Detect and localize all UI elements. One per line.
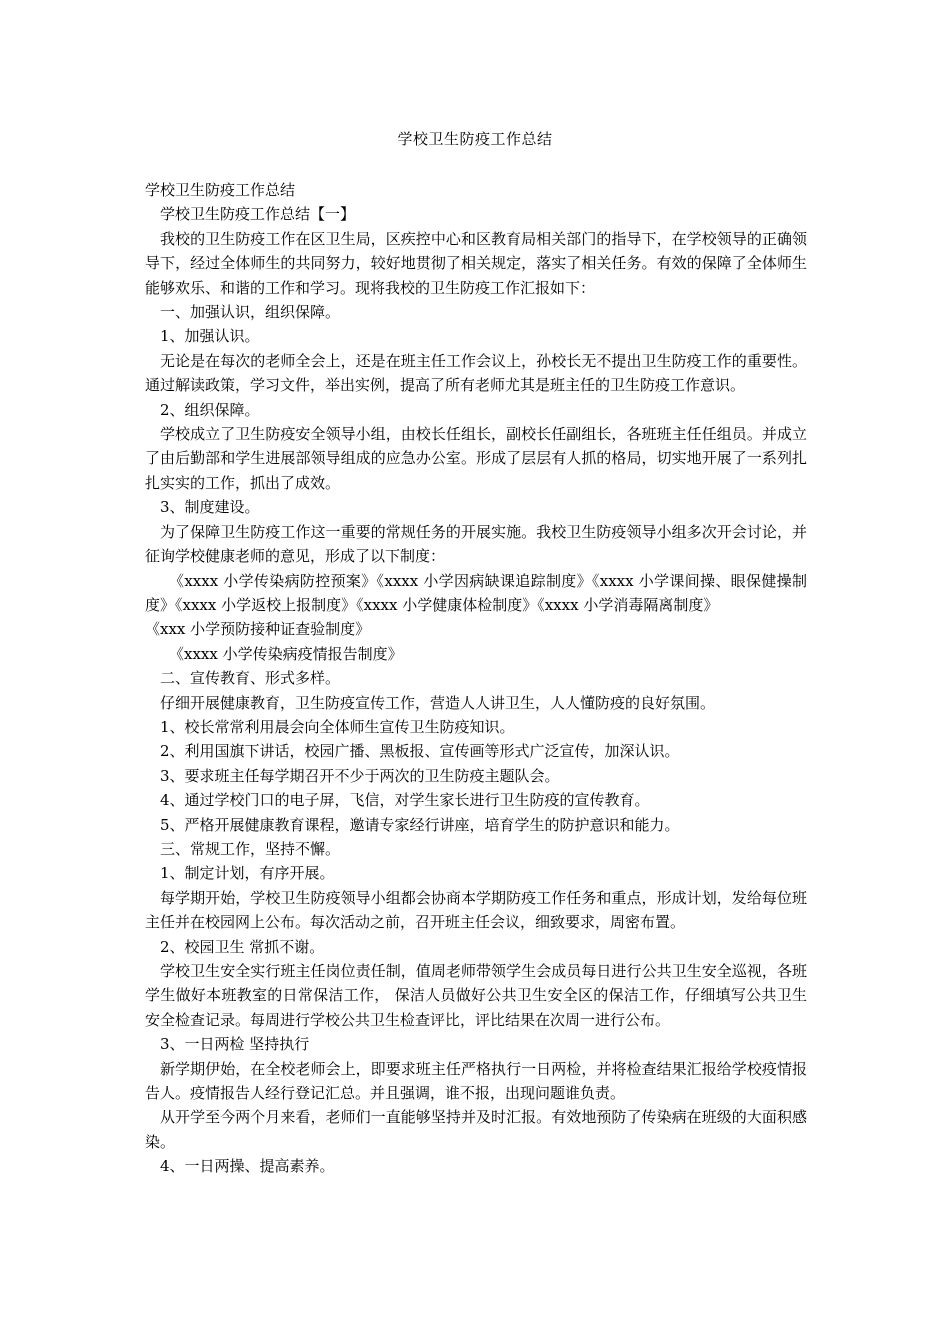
paragraph: 4、一日两操、提高素养。 <box>160 1157 335 1176</box>
paragraph: 《xxx 小学预防接种证查验制度》 <box>145 620 371 639</box>
paragraph: 《xxxx 小学传染病疫情报告制度》 <box>169 644 403 663</box>
paragraph: 仔细开展健康教育，卫生防疫宣传工作，营造人人讲卫生，人人懂防疫的良好氛围。 <box>160 693 716 712</box>
paragraph: 2、组织保障。 <box>160 400 260 419</box>
paragraph: 1、校长常常利用晨会向全体师生宣传卫生防疫知识。 <box>160 717 515 736</box>
paragraph: 3、要求班主任每学期召开不少于两次的卫生防疫主题队会。 <box>160 766 560 785</box>
paragraph: 无论是在每次的老师全会上，还是在班主任工作会议上，孙校长无不提出卫生防疫工作的重要性。通过解读政策，学习文件，举出实例，提高了所有老师尤其是班主任的卫生防疫工作意识。 <box>145 351 807 395</box>
paragraph: 2、校园卫生 常抓不谢。 <box>160 937 325 956</box>
paragraph: 1、制定计划，有序开展。 <box>160 864 335 883</box>
paragraph-heading: 学校卫生防疫工作总结 <box>145 181 296 199</box>
paragraph: 新学期伊始，在全校老师会上，即要求班主任严格执行一日两检，并将检查结果汇报给学校疫情报告人。疫情报告人经行登记汇总。并且强调，谁不报，出现问题谁负责。 <box>145 1059 807 1103</box>
paragraph: 3、制度建设。 <box>160 498 260 517</box>
paragraph: 三、常规工作，坚持不懈。 <box>160 839 341 858</box>
paragraph: 学校卫生安全实行班主任岗位责任制，值周老师带领学生会成员每日进行公共卫生安全巡视，各班学生做好本班教室的日常保洁工作， 保洁人员做好公共卫生安全区的保洁工作，仔细填写公共卫生安全检查记录。每周进行学校公共卫生检查评比，评比结果在次周一进行公布。 <box>145 962 807 1029</box>
paragraph: 从开学至今两个月来看，老师们一直能够坚持并及时汇报。有效地预防了传染病在班级的大面积感染。 <box>145 1108 807 1151</box>
paragraph: 5、严格开展健康教育课程，邀请专家经行讲座，培育学生的防护意识和能力。 <box>160 815 680 834</box>
document-title: 学校卫生防疫工作总结 <box>397 130 553 148</box>
paragraph: 我校的卫生防疫工作在区卫生局，区疾控中心和区教育局相关部门的指导下，在学校领导的正确领导下，经过全体师生的共同努力，较好地贯彻了相关规定，落实了相关任务。有效的保障了全体师生能够欢乐、和谐的工作和学习。现将我校的卫生防疫工作汇报如下： <box>145 229 807 297</box>
paragraph: 《xxxx 小学传染病防控预案》《xxxx 小学因病缺课追踪制度》《xxxx 小学课间操、眼保健操制度》《xxxx 小学返校上报制度》《xxxx 小学健康体检制度》《xxxx 小学消毒隔离制度》 <box>145 571 807 614</box>
paragraph-section-title: 学校卫生防疫工作总结【一】 <box>160 205 356 224</box>
paragraph: 1、加强认识。 <box>160 327 260 346</box>
paragraph: 二、宣传教育、形式多样。 <box>160 669 341 688</box>
paragraph: 3、一日两检 坚持执行 <box>160 1035 310 1054</box>
paragraph: 学校成立了卫生防疫安全领导小组，由校长任组长，副校长任副组长，各班班主任任组员。并成立了由后勤部和学生进展部领导组成的应急办公室。形成了层层有人抓的格局，切实地开展了一系列扎扎实实的工作，抓出了成效。 <box>145 425 807 492</box>
paragraph: 一、加强认识，组织保障。 <box>160 303 341 322</box>
document-body <box>145 178 807 1179</box>
paragraph: 每学期开始，学校卫生防疫领导小组都会协商本学期防疫工作任务和重点，形成计划，发给每位班主任并在校园网上公布。每次活动之前，召开班主任会议，细致要求，周密布置。 <box>145 888 807 932</box>
paragraph: 2、利用国旗下讲话，校园广播、黑板报、宣传画等形式广泛宣传，加深认识。 <box>160 742 680 761</box>
paragraph: 为了保障卫生防疫工作这一重要的常规任务的开展实施。我校卫生防疫领导小组多次开会讨论，并征询学校健康老师的意见，形成了以下制度： <box>145 522 807 566</box>
paragraph: 4、通过学校门口的电子屏，飞信，对学生家长进行卫生防疫的宣传教育。 <box>160 791 650 810</box>
